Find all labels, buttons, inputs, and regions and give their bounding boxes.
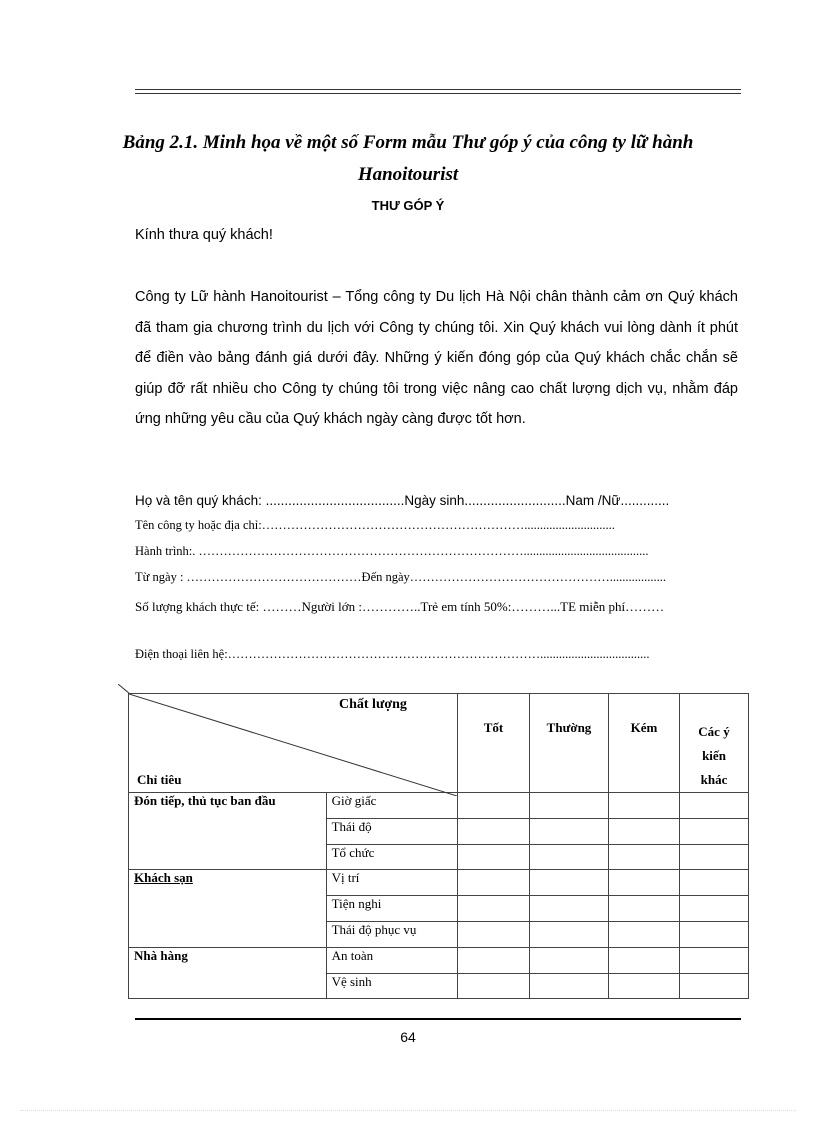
rating-cell[interactable] xyxy=(530,973,609,999)
rating-cell[interactable] xyxy=(530,947,609,973)
rating-cell[interactable] xyxy=(458,793,530,819)
table-title-line-2: Hanoitourist xyxy=(357,164,459,185)
category-restaurant: Nhà hàng xyxy=(129,947,327,999)
rating-cell[interactable] xyxy=(609,818,680,844)
criterion-item: Tiện nghi xyxy=(326,896,457,922)
footer-rule xyxy=(135,1018,741,1020)
col-normal: Thường xyxy=(530,694,609,793)
category-reception: Đón tiếp, thủ tục ban đầu xyxy=(129,793,327,870)
rating-cell[interactable] xyxy=(609,870,680,896)
col-other xyxy=(680,694,749,793)
header-criteria: Chỉ tiêu xyxy=(137,772,182,787)
criterion-item: Vệ sinh xyxy=(326,973,457,999)
phone-field[interactable]: Điện thoại liên hệ:…………………………………………………………………................................... xyxy=(135,647,650,661)
form-heading: THƯ GÓP Ý xyxy=(371,198,445,213)
page-number: 64 xyxy=(400,1029,416,1045)
rating-cell[interactable] xyxy=(680,818,749,844)
intro-paragraph xyxy=(135,282,738,435)
criterion-item: Giờ giấc xyxy=(326,793,457,819)
rating-cell[interactable] xyxy=(458,973,530,999)
rating-cell[interactable] xyxy=(680,793,749,819)
rating-cell[interactable] xyxy=(680,870,749,896)
rating-cell[interactable] xyxy=(609,921,680,947)
criterion-item: Tổ chức xyxy=(326,844,457,870)
rating-cell[interactable] xyxy=(530,818,609,844)
guests-field[interactable]: Số lượng khách thực tế: ………Người lớn :…………..Trẻ em tính 50%:………...TE miễn phí……… xyxy=(135,599,665,614)
greeting: Kính thưa quý khách! xyxy=(135,227,273,243)
company-field[interactable]: Tên công ty hoặc địa chỉ:………………………………………………………............................. xyxy=(135,518,615,532)
rating-cell[interactable] xyxy=(458,896,530,922)
header-rule xyxy=(135,89,741,94)
rating-cell[interactable] xyxy=(680,896,749,922)
rating-cell[interactable] xyxy=(530,793,609,819)
col-other-line-2: kiến xyxy=(702,748,726,763)
page-edge-dots xyxy=(20,1110,796,1111)
rating-cell[interactable] xyxy=(609,947,680,973)
rating-cell[interactable] xyxy=(458,818,530,844)
rating-cell[interactable] xyxy=(609,844,680,870)
col-good: Tốt xyxy=(458,694,530,793)
table-row xyxy=(129,947,749,973)
rating-cell[interactable] xyxy=(530,844,609,870)
rating-cell[interactable] xyxy=(458,921,530,947)
table-title-line-1: Bảng 2.1. Minh họa về một số Form mẫu Thư góp ý của công ty lữ hành xyxy=(122,132,694,153)
rating-cell[interactable] xyxy=(680,921,749,947)
rating-cell[interactable] xyxy=(680,844,749,870)
category-hotel: Khách sạn xyxy=(129,870,327,947)
criterion-item: Thái độ xyxy=(326,818,457,844)
date-field[interactable]: Từ ngày : ……………………………………Đến ngày………………………………………….................. xyxy=(135,570,667,584)
table-row xyxy=(129,870,749,896)
rating-cell[interactable] xyxy=(530,896,609,922)
name-field[interactable]: Họ và tên quý khách: .....................................Ngày sinh...........................Nam /Nữ............. xyxy=(135,493,670,508)
criterion-item: An toàn xyxy=(326,947,457,973)
header-quality: Chất lượng xyxy=(339,697,407,712)
col-bad: Kém xyxy=(609,694,680,793)
rating-cell[interactable] xyxy=(609,973,680,999)
rating-cell[interactable] xyxy=(530,921,609,947)
itinerary-field[interactable]: Hành trình:. ……………………………………………………………………........................................ xyxy=(135,544,649,558)
rating-cell[interactable] xyxy=(530,870,609,896)
rating-cell[interactable] xyxy=(458,844,530,870)
col-other-line-3: khác xyxy=(700,772,728,787)
rating-cell[interactable] xyxy=(458,947,530,973)
intro-paragraph-text: Công ty Lữ hành Hanoitourist – Tổng công ty Du lịch Hà Nội chân thành cảm ơn Quý khách đã tham gia chương trình du lịch với Công ty chúng tôi. Xin Quý khách vui lòng dành ít phút để điền vào bảng đánh giá dưới đây. Những ý kiến đóng góp của Quý khách chắc chắn sẽ giúp đỡ rất nhiều cho Công ty chúng tôi trong việc nâng cao chất lượng dịch vụ, nhằm đáp ứng những yêu cầu của Quý khách ngày càng được tốt hơn. xyxy=(135,289,738,427)
diagonal-header-cell xyxy=(129,694,458,793)
table-row xyxy=(129,793,749,819)
col-other-line-1: Các ý xyxy=(698,724,730,739)
rating-cell[interactable] xyxy=(680,947,749,973)
rating-cell[interactable] xyxy=(680,973,749,999)
table-header-row xyxy=(129,694,749,793)
rating-cell[interactable] xyxy=(609,896,680,922)
criterion-item: Vị trí xyxy=(326,870,457,896)
criterion-item: Thái độ phục vụ xyxy=(326,921,457,947)
rating-cell[interactable] xyxy=(458,870,530,896)
rating-cell[interactable] xyxy=(609,793,680,819)
evaluation-table xyxy=(128,693,749,999)
